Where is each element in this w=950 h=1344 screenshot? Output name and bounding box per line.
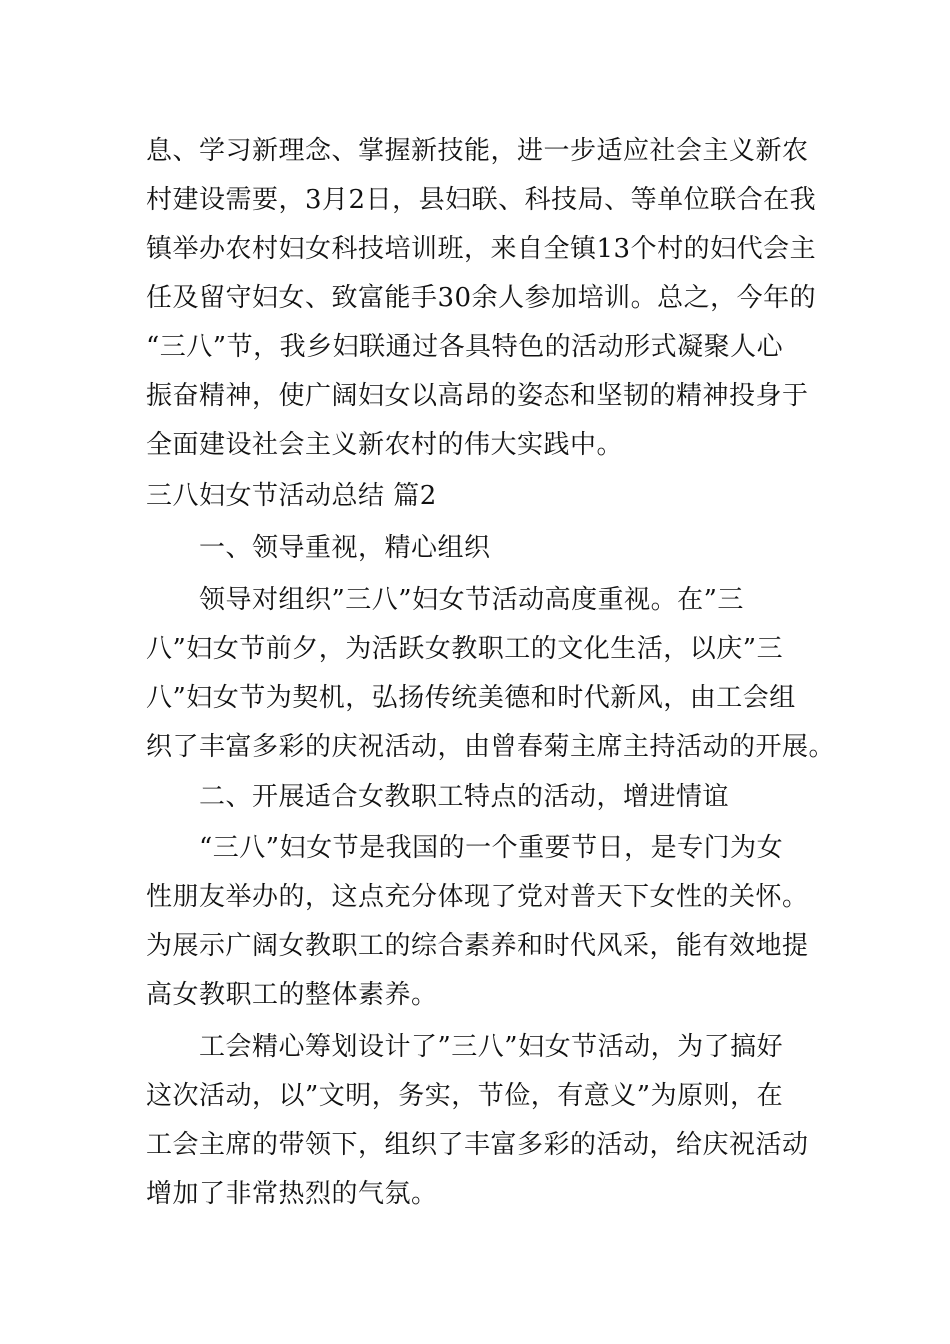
body-text-line: 工会精心筹划设计了”三八”妇女节活动，为了搞好 — [146, 1032, 784, 1062]
body-text-line: 八”妇女节为契机，弘扬传统美德和时代新风，由工会组 — [146, 683, 796, 713]
section-heading: 二、开展适合女教职工特点的活动，增进情谊 — [146, 782, 730, 812]
body-text-line: 全面建设社会主义新农村的伟大实践中。 — [146, 430, 624, 460]
body-text-line: 这次活动，以”文明，务实，节俭，有意义”为原则，在 — [146, 1081, 784, 1111]
section-heading: 一、领导重视，精心组织 — [146, 533, 491, 563]
body-text-line: 为展示广阔女教职工的综合素养和时代风采，能有效地提 — [146, 931, 809, 961]
body-text-line: 镇举办农村妇女科技培训班，来自全镇13个村的妇代会主 — [146, 234, 817, 264]
body-text-line: 高女教职工的整体素养。 — [146, 980, 438, 1010]
body-text-line: 工会主席的带领下，组织了丰富多彩的活动，给庆祝活动 — [146, 1130, 809, 1160]
body-text-line: 领导对组织”三八”妇女节活动高度重视。在”三 — [146, 585, 744, 615]
section-title: 三八妇女节活动总结 篇2 — [146, 481, 437, 511]
body-text-line: 性朋友举办的，这点充分体现了党对普天下女性的关怀。 — [146, 882, 809, 912]
body-text-line: 息、学习新理念、掌握新技能，进一步适应社会主义新农 — [146, 136, 809, 166]
body-text-line: 村建设需要，3月2日，县妇联、科技局、等单位联合在我 — [146, 185, 817, 215]
body-text-line: 八”妇女节前夕，为活跃女教职工的文化生活，以庆”三 — [146, 634, 784, 664]
body-text-line: “三八”妇女节是我国的一个重要节日，是专门为女 — [146, 833, 784, 863]
body-text-line: 振奋精神，使广阔妇女以高昂的姿态和坚韧的精神投身于 — [146, 381, 809, 411]
body-text-line: 增加了非常热烈的气氛。 — [146, 1179, 438, 1209]
body-text-line: “三八”节，我乡妇联通过各具特色的活动形式凝聚人心 — [146, 332, 784, 362]
body-text-line: 任及留守妇女、致富能手30余人参加培训。总之，今年的 — [146, 283, 817, 313]
body-text-line: 织了丰富多彩的庆祝活动，由曾春菊主席主持活动的开展。 — [146, 732, 836, 762]
